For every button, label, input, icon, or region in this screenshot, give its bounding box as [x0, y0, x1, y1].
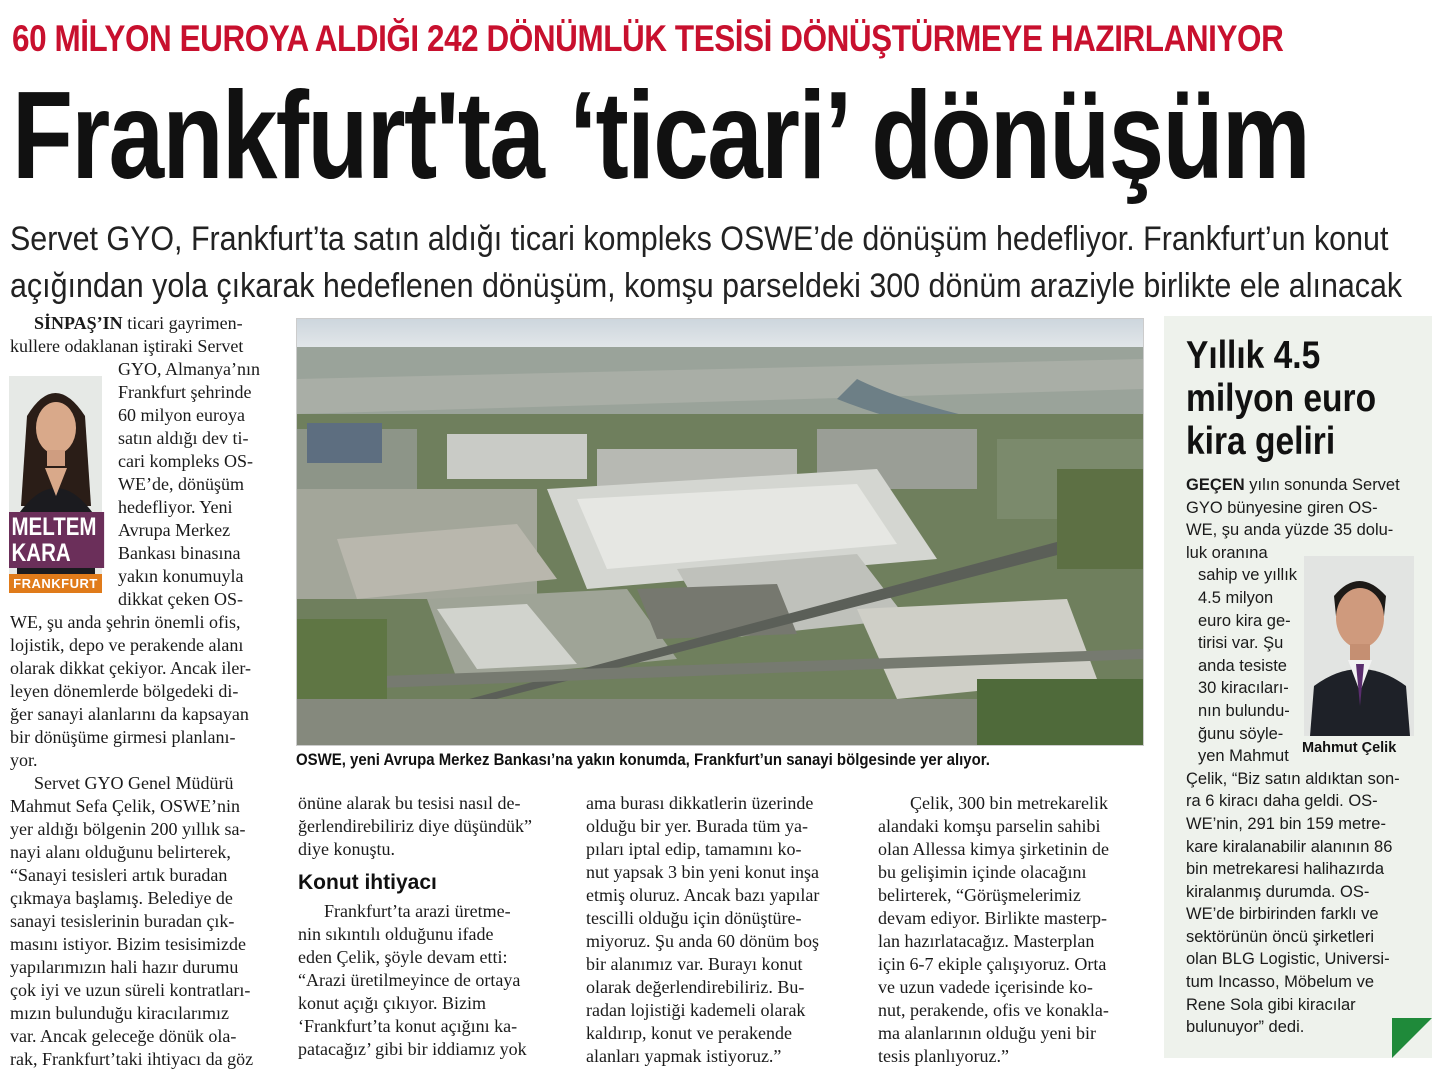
- text-line: euro kira ge-: [1198, 611, 1291, 630]
- text-line: 30 kiracıları-: [1198, 679, 1289, 698]
- text-line: 4.5 milyon: [1198, 588, 1274, 607]
- text-line: patacağız’ gibi bir iddiamız yok: [298, 1039, 527, 1059]
- mahmut-portrait: [1304, 556, 1414, 736]
- text-line: ma alanlarının olduğu yeni bir: [878, 1023, 1096, 1043]
- text-line: masını istiyor. Bizim tesisimizde: [10, 934, 246, 954]
- text-line: pıları iptal edip, tamamını ko-: [586, 839, 802, 859]
- text-line: tirisi var. Şu: [1198, 634, 1284, 653]
- text-line: Frankfurt şehrinde: [118, 382, 252, 402]
- column-2: [298, 792, 568, 1061]
- text-line: yer aldığı bölgenin 200 yıllık sa-: [10, 819, 246, 839]
- text-line: lan hazırlatacağız. Masterplan: [878, 931, 1095, 951]
- mahmut-celik-caption: Mahmut Çelik: [1302, 740, 1397, 756]
- text-line: kiralanmış durumda. OS-: [1186, 882, 1370, 901]
- text-line: olarak dikkat çekiyor. Ancak iler-: [10, 658, 252, 678]
- text-line: bir alanımız var. Burayı konut: [586, 954, 803, 974]
- text-line: mızın bulunduğu kiracılarımız: [10, 1003, 229, 1023]
- col1-lead-line: [10, 312, 272, 335]
- text-line: “Sanayi tesisleri artık buradan: [10, 865, 228, 885]
- text-line: 60 milyon euroya: [118, 405, 245, 425]
- mahmut-celik-photo: [1304, 556, 1414, 736]
- sidebar-title-line: milyon euro: [1186, 377, 1377, 420]
- text-line: tescilli olduğu için dönüştüre-: [586, 908, 802, 928]
- text-line: nut, perakende, ofis ve konakla-: [878, 1000, 1109, 1020]
- column-3: [586, 792, 861, 1068]
- text-line: önüne alarak bu tesisi nasıl de-: [298, 793, 521, 813]
- text-line: bir dönüşüme girmesi planlanı-: [10, 727, 236, 747]
- text-line: çıkmaya başlamış. Belediye de: [10, 888, 233, 908]
- text-line: GYO, Almanya’nın: [118, 359, 260, 379]
- text-line: dikkat çeken OS-: [118, 589, 243, 609]
- deck-line: açığından yola çıkarak hedeflenen dönüşüm, komşu parseldeki 300 dönüm araziyle birlikte ele alınacak: [10, 267, 1403, 305]
- text-line: kullere odaklanan iştiraki Servet: [10, 336, 244, 356]
- text-line: konut açığı çıkıyor. Bizim: [298, 993, 486, 1013]
- reporter-name-line: MELTEM: [11, 513, 97, 541]
- text-line: çok iyi ve uzun süreli kontratları-: [10, 980, 251, 1000]
- text-line: satın aldığı dev ti-: [118, 428, 249, 448]
- sidebar-title-line: Yıllık 4.5: [1186, 334, 1321, 377]
- text-line: olduğu bir yer. Burada tüm ya-: [586, 816, 808, 836]
- text-line: yılın sonunda Servet: [1244, 476, 1400, 494]
- text-line: alanları yapmak istiyoruz.”: [586, 1046, 782, 1066]
- deck: [10, 216, 1403, 310]
- text-line: tesis planlıyoruz.”: [878, 1046, 1009, 1066]
- text-line: ğerlendirebiliriz diye düşündük”: [298, 816, 532, 836]
- text-line: Frankfurt’ta arazi üretme-: [324, 901, 511, 921]
- corner-triangle-icon: [1392, 1018, 1432, 1058]
- text-line: anda tesiste: [1198, 656, 1287, 675]
- text-line: bulunuyor” dedi.: [1186, 1018, 1305, 1037]
- text-line: ‘Frankfurt’ta konut açığını ka-: [298, 1016, 518, 1036]
- subhead-konut: Konut ihtiyacı: [298, 871, 437, 894]
- text-line: yor.: [10, 750, 38, 770]
- text-line: nayi alanı olduğunu belirterek,: [10, 842, 231, 862]
- text-line: ticari gayrimen-: [122, 313, 243, 333]
- aerial-photo: [296, 318, 1144, 746]
- text-line: WE, şu anda şehrin önemli ofis,: [10, 612, 241, 632]
- text-line: Avrupa Merkez: [118, 520, 231, 540]
- text-line: olan Allessa kimya şirketinin de: [878, 839, 1109, 859]
- text-line: radan lojistiği kademeli olarak: [586, 1000, 806, 1020]
- text-line: Mahmut Sefa Çelik, OSWE’nin: [10, 796, 240, 816]
- text-line: eden Çelik, şöyle devam etti:: [298, 947, 508, 967]
- text-line: miyoruz. Şu anda 60 dönüm boş: [586, 931, 819, 951]
- text-line: ve uzun vadede içerisinde ko-: [878, 977, 1093, 997]
- text-line: WE’de, dönüşüm: [118, 474, 244, 494]
- reporter-name-line: KARA: [11, 539, 71, 567]
- text-line: “Arazi üretilmeyince de ortaya: [298, 970, 521, 990]
- text-line: diye konuştu.: [298, 839, 395, 859]
- lead-word: SİNPAŞ’IN: [34, 313, 123, 333]
- text-line: Çelik, “Biz satın aldıktan son-: [1186, 769, 1400, 788]
- text-line: sahip ve yıllık: [1198, 566, 1298, 585]
- text-line: belirterek, “Görüşmelerimiz: [878, 885, 1081, 905]
- text-line: var. Ancak geleceğe dönük ola-: [10, 1026, 237, 1046]
- text-line: ğunu söyle-: [1198, 724, 1284, 743]
- text-line: sektörünün öncü şirketleri: [1186, 927, 1375, 946]
- text-line: nin sıkıntılı olduğunu ifade: [298, 924, 494, 944]
- sidebar-title: [1186, 334, 1410, 463]
- text-line: nut yapsak 3 bin yeni konut inşa: [586, 862, 819, 882]
- photo-caption: OSWE, yeni Avrupa Merkez Bankası’na yakın konumda, Frankfurt’un sanayi bölgesinde yer alıyor.: [296, 750, 990, 769]
- text-line: ra 6 kiracı daha geldi. OS-: [1186, 792, 1378, 811]
- text-line: rak, Frankfurt’taki ihtiyacı da göz: [10, 1049, 254, 1069]
- headline: Frankfurt'ta ‘ticari’ dönüşüm: [12, 67, 1310, 205]
- text-line: leyen dönemlerde bölgedeki di-: [10, 681, 239, 701]
- text-line: etmiş oluruz. Ancak bazı yapılar: [586, 885, 820, 905]
- deck-line: Servet GYO, Frankfurt’ta satın aldığı ticari kompleks OSWE’de dönüşüm hedefliyor. Frankfurt’un konut: [10, 220, 1389, 258]
- text-line: GYO bünyesine giren OS-: [1186, 498, 1378, 517]
- text-line: için 6-7 ekiple çalışıyoruz. Orta: [878, 954, 1107, 974]
- text-line: sanayi tesislerinin buradan çık-: [10, 911, 235, 931]
- text-line: nın bulundu-: [1198, 701, 1290, 720]
- reporter-name: [9, 512, 104, 568]
- column-4: [878, 792, 1148, 1068]
- text-line: Çelik, 300 bin metrekarelik: [910, 793, 1108, 813]
- kicker: 60 MİLYON EUROYA ALDIĞI 242 DÖNÜMLÜK TESİSİ DÖNÜŞTÜRMEYE HAZIRLANIYOR: [12, 18, 1284, 59]
- sidebar-lead-word: GEÇEN: [1186, 476, 1245, 494]
- text-line: Rene Sola gibi kiracılar: [1186, 995, 1356, 1014]
- text-line: WE, şu anda yüzde 35 dolu-: [1186, 521, 1394, 540]
- text-line: kare kiralanabilir alanının 86: [1186, 837, 1393, 856]
- text-line: WE’nin, 291 bin 159 metre-: [1186, 814, 1386, 833]
- text-line: yapılarımızın hali hazır durumu: [10, 957, 239, 977]
- aerial-photo-illustration: [297, 319, 1143, 745]
- text-line: Bankası binasına: [118, 543, 241, 563]
- text-line: bu gelişimin içinde olacağını: [878, 862, 1087, 882]
- reporter-location: FRANKFURT: [9, 574, 102, 593]
- text-line: hedefliyor. Yeni: [118, 497, 233, 517]
- text-line: ama burası dikkatlerin üzerinde: [586, 793, 814, 813]
- text-line: lojistik, depo ve perakende alanı: [10, 635, 244, 655]
- text-line: yakın konumuyla: [118, 566, 244, 586]
- text-line: alandaki komşu parselin sahibi: [878, 816, 1101, 836]
- text-line: bin metrekaresi halihazırda: [1186, 860, 1385, 879]
- text-line: WE’de birbirinden farklı ve: [1186, 905, 1379, 924]
- text-line: ğer sanayi alanlarını da kapsayan: [10, 704, 249, 724]
- text-line: olan BLG Logistic, Universi-: [1186, 950, 1390, 969]
- text-line: luk oranına: [1186, 543, 1268, 562]
- sidebar-title-line: kira geliri: [1186, 420, 1336, 463]
- text-line: yen Mahmut: [1198, 747, 1289, 766]
- text-line: devam ediyor. Birlikte masterp-: [878, 908, 1107, 928]
- reporter-name-band: [9, 512, 102, 568]
- text-line: Servet GYO Genel Müdürü: [34, 773, 234, 793]
- text-line: kaldırıp, konut ve perakende: [586, 1023, 792, 1043]
- text-line: olarak değerlendirebiliriz. Bu-: [586, 977, 805, 997]
- text-line: cari kompleks OS-: [118, 451, 253, 471]
- text-line: tum Incasso, Möbelum ve: [1186, 973, 1374, 992]
